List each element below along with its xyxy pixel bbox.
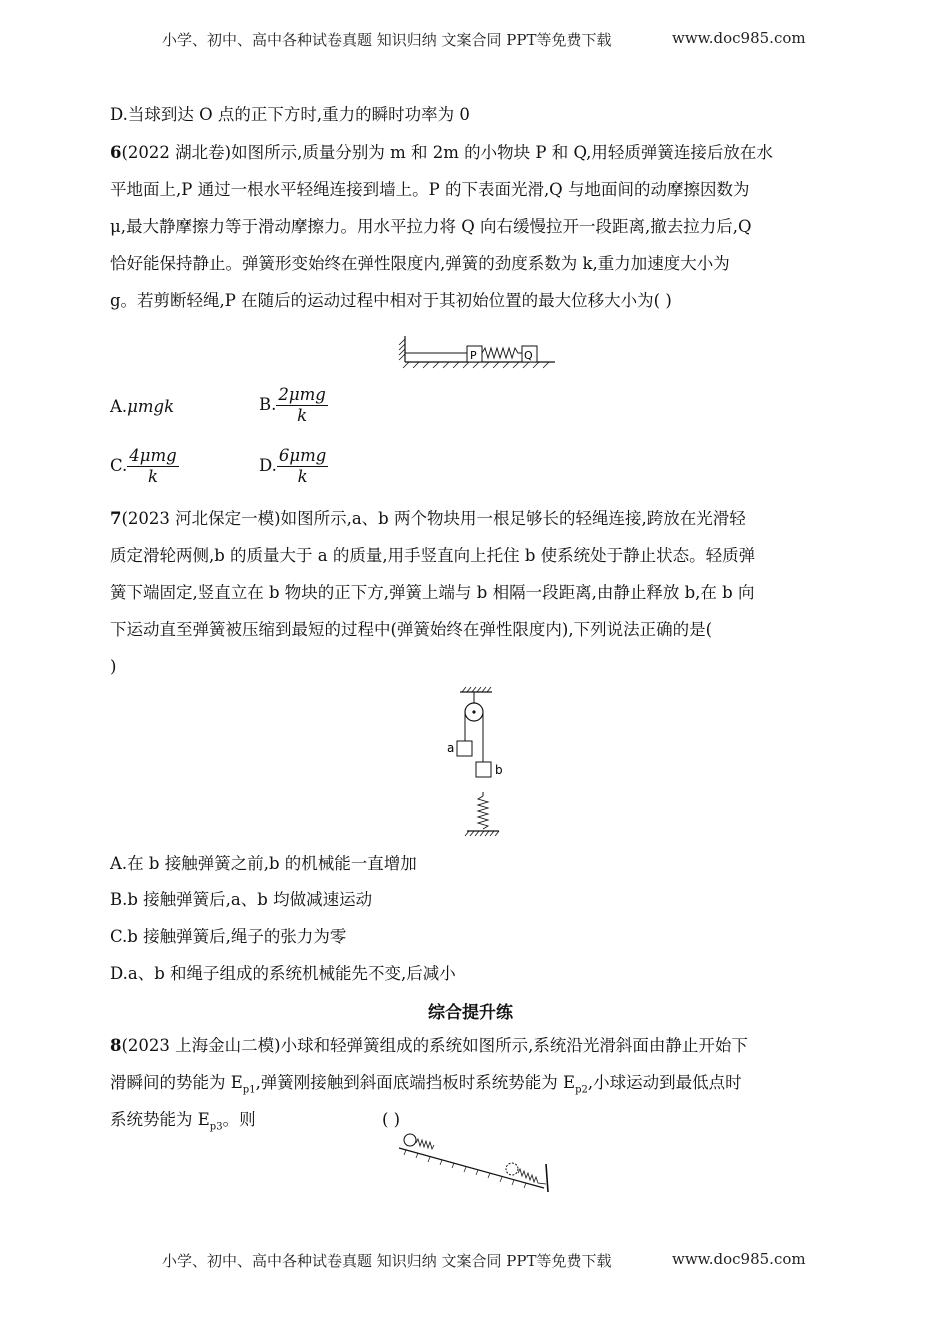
q6-option-c: C. $\frac{\text{4μmg}}{k}$ (110, 446, 177, 486)
q7-line-1: 7(2023 河北保定一模)如图所示,a、b 两个物块用一根足够长的轻绳连接,跨放在光滑轻 (110, 509, 746, 528)
q8-number: 8 (110, 1036, 122, 1055)
q7-option-d: D.a、b 和绳子组成的系统机械能先不变,后减小 (110, 964, 456, 983)
section-title: 综合提升练 (428, 1003, 513, 1023)
header-site: www.doc985.com (672, 29, 806, 47)
footer-text: 小学、初中、高中各种试卷真题 知识归纳 文案合同 PPT等免费下载 (162, 1252, 612, 1270)
q7-label-a: a (447, 741, 455, 755)
q6-figure (395, 334, 560, 368)
q6-line-2: 平地面上,P 通过一根水平轻绳连接到墙上。P 的下表面光滑,Q 与地面间的动摩擦因数为 (110, 180, 750, 199)
q6-option-a: A.μmgk (110, 397, 175, 416)
q7-line-3: 簧下端固定,竖直立在 b 物块的正下方,弹簧上端与 b 相隔一段距离,由静止释放 b,在 b 向 (110, 583, 755, 602)
q8-answer-paren: ( ) (382, 1110, 401, 1129)
q6-line-1: 6(2022 湖北卷)如图所示,质量分别为 m 和 2m 的小物块 P 和 Q,用轻质弹簧连接后放在水 (110, 143, 773, 162)
q6-label-q: Q (524, 349, 533, 362)
header-text: 小学、初中、高中各种试卷真题 知识归纳 文案合同 PPT等免费下载 (162, 31, 612, 49)
q6-line-3: μ,最大静摩擦力等于滑动摩擦力。用水平拉力将 Q 向右缓慢拉开一段距离,撤去拉力后,Q (110, 217, 752, 236)
q6-option-d: D. $\frac{\text{6μmg}}{k}$ (259, 446, 327, 486)
q6-line-5: g。若剪断轻绳,P 在随后的运动过程中相对于其初始位置的最大位移大小为( ) (110, 291, 672, 310)
q7-line-4: 下运动直至弹簧被压缩到最短的过程中(弹簧始终在弹性限度内),下列说法正确的是( (110, 620, 713, 639)
q7-figure (440, 686, 520, 838)
q7-label-b: b (495, 763, 503, 777)
q6-line-4: 恰好能保持静止。弹簧形变始终在弹性限度内,弹簧的劲度系数为 k,重力加速度大小为 (110, 254, 730, 273)
q7-line-2: 质定滑轮两侧,b 的质量大于 a 的质量,用手竖直向上托住 b 使系统处于静止状态。轻质弹 (110, 546, 756, 565)
footer-site: www.doc985.com (672, 1250, 806, 1268)
q8-line-1: 8(2023 上海金山二模)小球和轻弹簧组成的系统如图所示,系统沿光滑斜面由静止开始下 (110, 1036, 748, 1055)
q8-line-2: 滑瞬间的势能为 $E_{p1}$,弹簧刚接触到斜面底端挡板时系统势能为 $E_{p2}$,小球运动到最低点时 (110, 1073, 742, 1096)
q6-option-b: B. $\frac{\text{2μmg}}{k}$ (259, 385, 326, 425)
q6-label-p: P (470, 349, 477, 362)
q6-number: 6 (110, 143, 122, 162)
q7-number: 7 (110, 509, 122, 528)
q7-option-a: A.在 b 接触弹簧之前,b 的机械能一直增加 (110, 854, 417, 873)
q8-line-3: 系统势能为 $E_{p3}$。则 (110, 1110, 256, 1133)
q7-option-b: B.b 接触弹簧后,a、b 均做减速运动 (110, 890, 373, 909)
q7-option-c: C.b 接触弹簧后,绳子的张力为零 (110, 927, 347, 946)
q5-option-d: D.当球到达 O 点的正下方时,重力的瞬时功率为 0 (110, 105, 470, 124)
q7-line-5: ) (110, 657, 117, 676)
q8-figure (396, 1136, 556, 1198)
